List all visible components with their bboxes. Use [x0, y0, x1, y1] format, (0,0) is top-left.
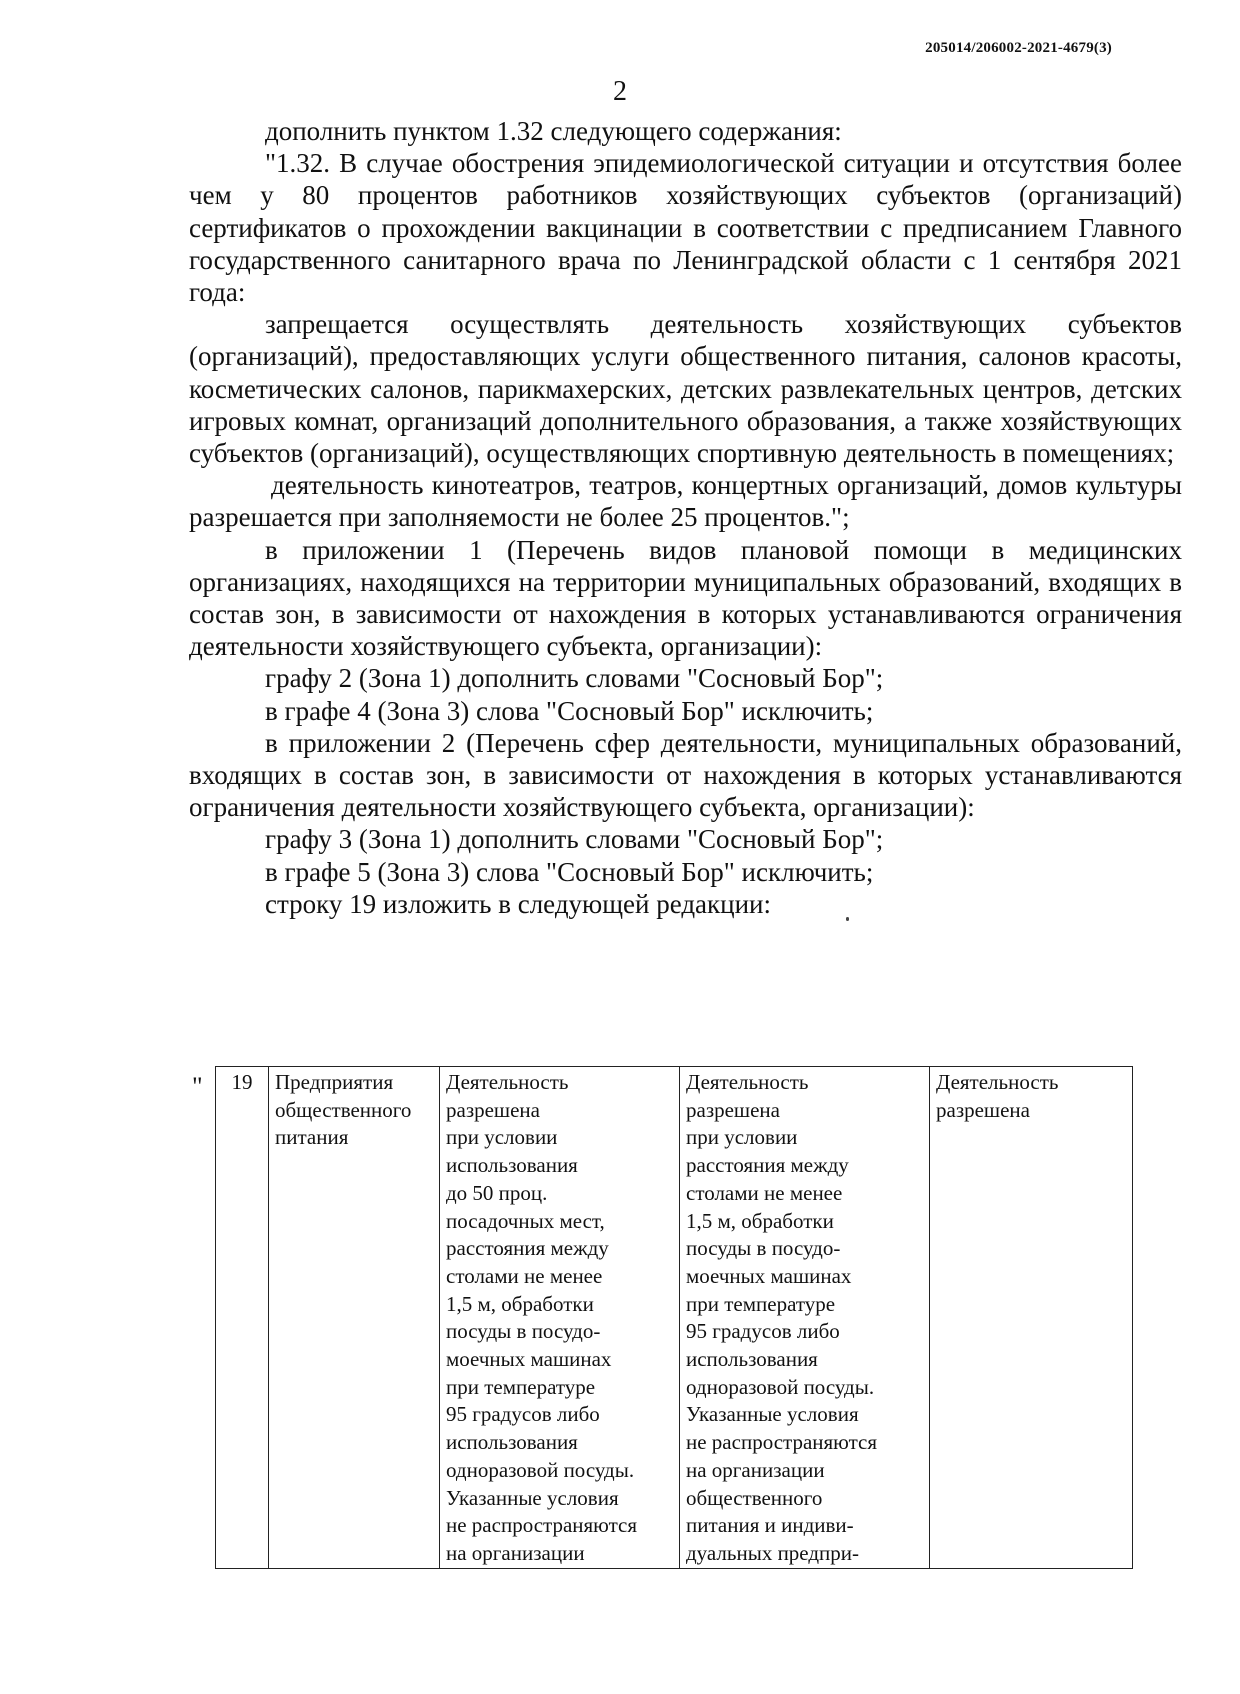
scan-speck [846, 917, 849, 921]
cell-line: Деятельность [446, 1070, 569, 1094]
paragraph-row-19: строку 19 изложить в следующей редакции: [265, 888, 772, 919]
cell-line: не распространяются [686, 1430, 878, 1455]
cell-zone-3 [930, 1067, 1133, 1569]
cell-line: Деятельность [936, 1070, 1059, 1094]
cell-line: на организации [446, 1540, 585, 1565]
cell-line: Указанные условия [446, 1485, 619, 1510]
cell-line: разрешена [686, 1097, 780, 1122]
table-open-quote: " [192, 1072, 203, 1101]
paragraph-cinemas: деятельность кинотеатров, театров, концертных организаций, домов культуры разрешается при заполняемости не более 25 процентов."; [189, 470, 1182, 533]
cell-line: 95 градусов либо [446, 1402, 600, 1427]
paragraph-column-5: в графе 5 (Зона 3) слова "Сосновый Бор" исключить; [265, 856, 874, 887]
paragraph-prohibition: запрещается осуществлять деятельность хозяйствующих субъектов (организаций), предоставляющих услуги общественного питания, салонов красоты, косметических салонов, парикмахерских, детских развлекательных центров, детских игровых комнат, организаций дополнительного образования, а также хозяйствующих субъектов (организаций), осуществляющих спортивную деятельность в помещениях; [189, 309, 1182, 469]
cell-line: одноразовой посуды. [686, 1374, 875, 1399]
row-number-cell: 19 [216, 1067, 269, 1569]
cell-line: моечных машинах [446, 1347, 612, 1372]
cell-line: 95 градусов либо [686, 1319, 840, 1344]
cell-line: питания [275, 1125, 349, 1150]
cell-line: Деятельность [686, 1070, 809, 1094]
cell-line: посадочных мест, [446, 1208, 605, 1233]
cell-line: Указанные условия [686, 1402, 859, 1427]
cell-line: расстояния между [446, 1236, 609, 1261]
cell-line: моечных машинах [686, 1263, 852, 1288]
cell-line: разрешена [936, 1097, 1030, 1122]
cell-line: расстояния между [686, 1153, 849, 1178]
paragraph-intro: дополнить пунктом 1.32 следующего содержания: [265, 116, 842, 146]
cell-sphere [269, 1067, 440, 1569]
cell-line: дуальных предпри- [686, 1540, 860, 1565]
paragraph-column-4: в графе 4 (Зона 3) слова "Сосновый Бор" исключить; [265, 695, 874, 726]
document-number: 205014/206002-2021-4679(3) [925, 40, 1112, 56]
paragraph-appendix-2: в приложении 2 (Перечень сфер деятельности, муниципальных образований, входящих в состав зон, в зависимости от нахождения в которых устанавливаются ограничения деятельности хозяйствующего субъекта, организации): [189, 727, 1182, 823]
cell-line: столами не менее [446, 1263, 603, 1288]
paragraph-column-2: графу 2 (Зона 1) дополнить словами "Сосновый Бор"; [265, 663, 884, 694]
cell-line: при условии [446, 1125, 558, 1150]
paragraph-appendix-1: в приложении 1 (Перечень видов плановой помощи в медицинских организациях, находящихся на территории муниципальных образований, входящих в состав зон, в зависимости от нахождения в которых устанавливаются ограничения деятельности хозяйствующего субъекта, организации): [189, 534, 1182, 662]
cell-line: общественного [275, 1097, 412, 1122]
cell-zone-2 [680, 1067, 930, 1569]
paragraph-item-1-32: "1.32. В случае обострения эпидемиологической ситуации и отсутствия более чем у 80 процентов работников хозяйствующих субъектов (организаций) сертификатов о прохождении вакцинации в соответствии с предписанием Главного государственного санитарного врача по Ленинградской области с 1 сентября 2021 года: [189, 148, 1182, 308]
table-row [216, 1067, 1133, 1569]
cell-line: общественного [686, 1485, 823, 1510]
cell-line: столами не менее [686, 1180, 843, 1205]
cell-line: до 50 проц. [446, 1180, 548, 1205]
document-body [189, 115, 1182, 920]
cell-line: не распространяются [446, 1513, 638, 1538]
cell-line: разрешена [446, 1097, 540, 1122]
cell-line: 1,5 м, обработки [686, 1208, 834, 1233]
cell-line: Предприятия [275, 1070, 394, 1094]
cell-line: использования [446, 1430, 578, 1455]
cell-line: использования [686, 1347, 818, 1372]
cell-line: посуды в посудо- [686, 1236, 841, 1261]
cell-zone-1 [440, 1067, 680, 1569]
cell-line: 1,5 м, обработки [446, 1291, 594, 1316]
page-number: 2 [613, 76, 627, 107]
cell-line: на организации [686, 1457, 825, 1482]
paragraph-column-3: графу 3 (Зона 1) дополнить словами "Сосновый Бор"; [265, 824, 884, 855]
cell-line: при температуре [686, 1291, 836, 1316]
cell-line: при температуре [446, 1374, 596, 1399]
cell-line: посуды в посудо- [446, 1319, 601, 1344]
cell-line: использования [446, 1153, 578, 1178]
cell-line: одноразовой посуды. [446, 1457, 635, 1482]
row-19-table [215, 1066, 1133, 1569]
cell-line: при условии [686, 1125, 798, 1150]
cell-line: питания и индиви- [686, 1513, 854, 1538]
